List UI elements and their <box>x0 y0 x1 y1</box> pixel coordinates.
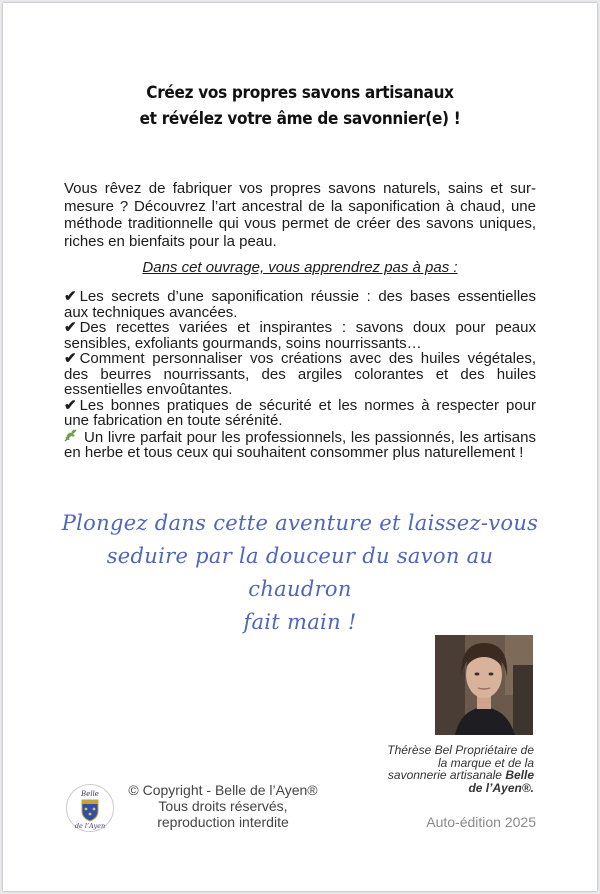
list-item <box>64 429 536 461</box>
handwritten-line-1: Plongez dans cette aventure et laissez-vous <box>61 511 539 535</box>
list-item <box>64 320 536 351</box>
logo-bottom-text: de l’Ayen <box>74 822 106 830</box>
list-item-text: Un livre parfait pour les professionnels, les passionnés, les artisans en herbe et tous ceux qui souhaitent consommer plus naturellement ! <box>64 428 536 461</box>
copyright-notice <box>112 782 334 830</box>
book-title <box>0 80 600 132</box>
learning-subheading: Dans cet ouvrage, vous apprendrez pas à pas : <box>142 259 458 276</box>
title-line-2: et révélez votre âme de savonnier(e) ! <box>139 109 461 129</box>
author-photo <box>435 635 533 735</box>
brand-logo <box>66 784 114 832</box>
checkmark-icon: ✔ <box>64 396 77 414</box>
learning-list <box>64 289 536 461</box>
handwritten-line-3: fait main ! <box>243 610 357 634</box>
logo-top-text: Belle <box>81 790 99 798</box>
copyright-line-1: © Copyright - Belle de l’Ayen® <box>128 782 318 798</box>
author-line-1: Thérèse Bel Propriétaire de <box>387 743 534 757</box>
list-item <box>64 351 536 398</box>
list-item <box>64 398 536 429</box>
title-line-1: Créez vos propres savons artisanaux <box>146 83 454 103</box>
author-brand-part-1: Belle <box>505 768 534 782</box>
author-line-3: savonnerie artisanale <box>387 768 502 782</box>
edition-label: Auto-édition 2025 <box>426 814 536 830</box>
checkmark-icon: ✔ <box>64 350 77 367</box>
copyright-line-3: reproduction interdite <box>157 814 289 830</box>
handwritten-line-2: seduire par la douceur du savon au chaudron <box>106 544 494 601</box>
herb-sprig-icon <box>64 429 78 446</box>
list-item-text: Les secrets d’une saponification réussie : des bases essentielles aux techniques avancées. <box>64 288 536 321</box>
author-line-2: la marque et de la <box>437 755 534 770</box>
handwritten-invitation <box>60 507 540 639</box>
author-caption <box>362 744 534 794</box>
author-brand-part-2: de l’Ayen®. <box>468 780 534 795</box>
list-item-text: Des recettes variées et inspirantes : savons doux pour peaux sensibles, exfoliants gourmands, soins nourrissants… <box>64 319 536 352</box>
copyright-line-2: Tous droits réservés, <box>158 798 288 814</box>
checkmark-icon: ✔ <box>64 319 77 336</box>
checkmark-icon: ✔ <box>64 288 77 305</box>
intro-paragraph: Vous rêvez de fabriquer vos propres savons naturels, sains et sur-mesure ? Découvrez l’art ancestral de la saponification à chaud, une méthode traditionnelle qui vous permet de créer des savons uniques, riches en bienfaits pour la peau. <box>64 180 536 250</box>
list-item-text: Comment personnaliser vos créations avec des huiles végétales, des beurres nourrissants, des argiles colorantes et des huiles essentielles envoûtantes. <box>64 350 536 398</box>
list-item <box>64 289 536 320</box>
list-item-text: Les bonnes pratiques de sécurité et les normes à respecter pour une fabrication en toute sérénité. <box>64 396 536 429</box>
